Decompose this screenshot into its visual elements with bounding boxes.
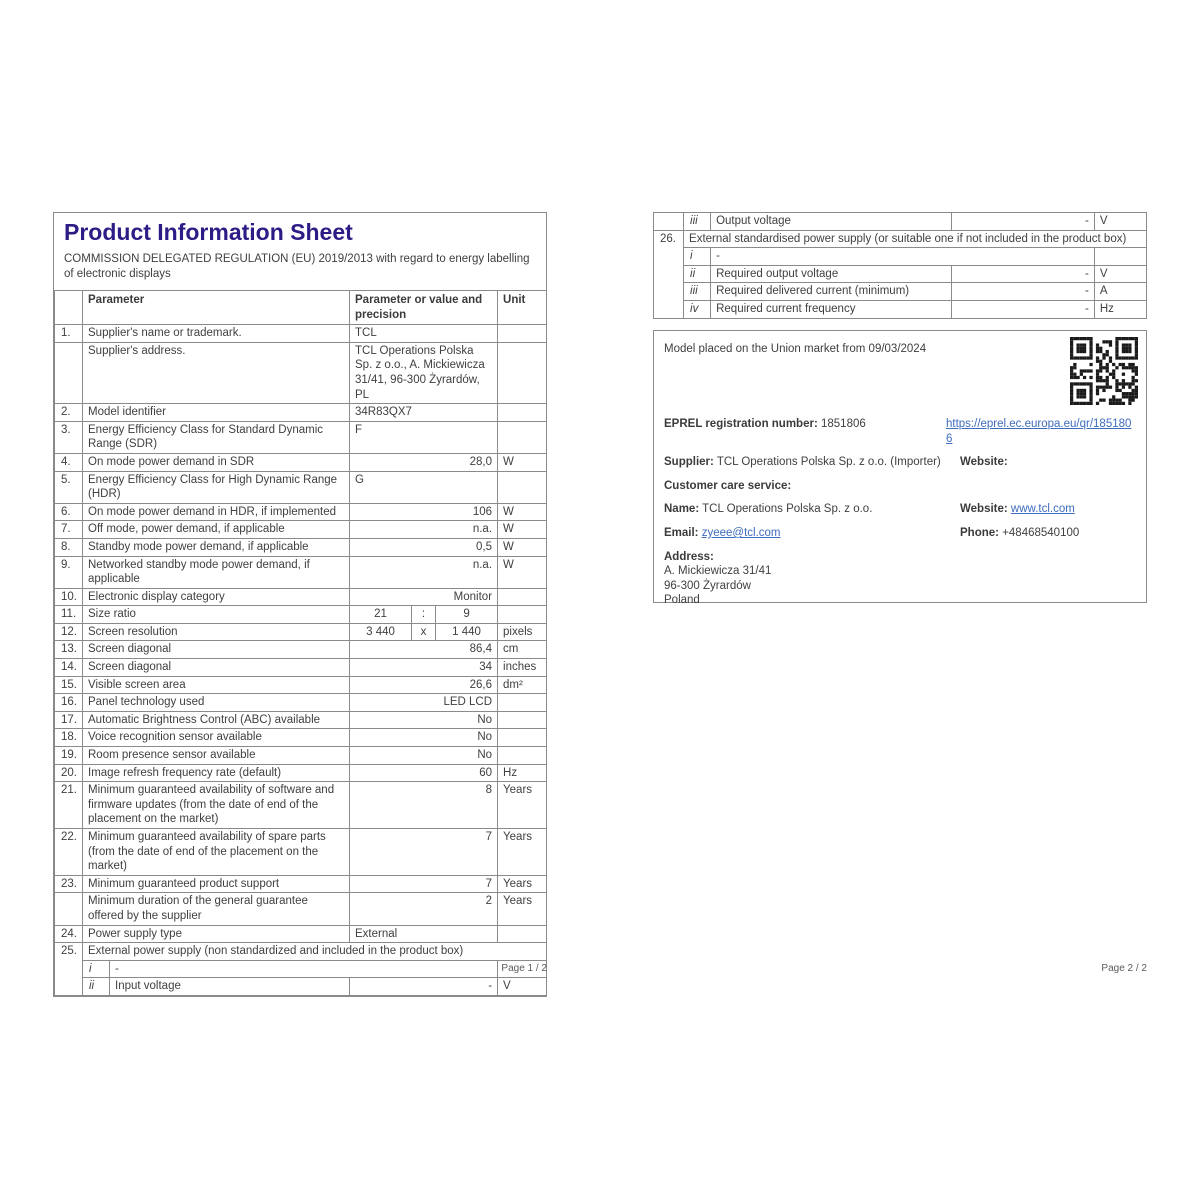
value-cell: LED LCD [350,694,498,712]
unit-cell [498,588,547,606]
roman-index-cell: ii [684,265,711,283]
address-block [664,550,1136,608]
value-cell: 9 [436,606,498,624]
row-number-cell: 26. [654,230,684,318]
parameter-label-cell: Energy Efficiency Class for Standard Dynamic Range (SDR) [83,421,350,453]
eprel-number-label: EPREL registration number: [664,418,818,430]
parameter-label-cell: Minimum guaranteed availability of software and firmware updates (from the date of end of the placement on the market) [83,782,350,829]
roman-index-cell: iii [684,213,711,231]
value-cell: No [350,729,498,747]
table-row [55,606,547,624]
address-line: 96-300 Żyrardów [664,579,751,592]
table-row [654,283,1147,301]
table-row [55,925,547,943]
value-cell: TCL Operations Polska Sp. z o.o., A. Mickiewicza 31/41, 96-300 Żyrardów, PL [350,342,498,403]
value-cell: n.a. [350,521,498,539]
value-cell: 106 [350,503,498,521]
unit-cell: Hz [498,764,547,782]
parameter-label-cell: Minimum guaranteed product support [83,875,350,893]
parameter-label-cell: Standby mode power demand, if applicable [83,538,350,556]
unit-cell [498,747,547,765]
parameter-table-page1 [54,290,547,996]
name-row [664,502,1136,517]
row-number-cell: 22. [55,829,83,876]
row-number-cell: 23. [55,875,83,893]
value-cell: 34R83QX7 [350,404,498,422]
value-cell: 28,0 [350,453,498,471]
unit-cell [498,471,547,503]
parameter-label-cell: Screen resolution [83,623,350,641]
eprel-info-box [653,330,1147,607]
unit-cell [498,711,547,729]
unit-cell: W [498,556,547,588]
row-number-cell: 12. [55,623,83,641]
row-number-cell: 14. [55,659,83,677]
phone-label: Phone: [960,526,999,539]
table-row [55,521,547,539]
regulation-subtitle: COMMISSION DELEGATED REGULATION (EU) 2019/2013 with regard to energy labelling of electronic displays [64,253,530,280]
unit-cell: W [498,503,547,521]
page2-footer: Page 2 / 2 [1101,963,1147,974]
unit-cell: Years [498,829,547,876]
unit-cell: V [1094,213,1146,231]
parameter-label-cell: Required current frequency [711,300,951,318]
value-cell: G [350,471,498,503]
qr-code-icon [1070,337,1138,405]
parameter-table-page2 [653,212,1147,319]
value-cell: 7 [350,829,498,876]
roman-index-cell: iii [684,283,711,301]
parameter-label-cell: On mode power demand in HDR, if implemented [83,503,350,521]
market-date-text: Model placed on the Union market from 09/03/2024 [664,343,927,355]
value-cell: 34 [350,659,498,677]
unit-cell [498,325,547,343]
email-row [664,526,1136,541]
supplier-value: TCL Operations Polska Sp. z o.o. (Importer) [716,456,941,469]
unit-cell: V [1094,265,1146,283]
parameter-label-cell: Supplier's name or trademark. [83,325,350,343]
unit-cell: W [498,521,547,539]
parameter-label-cell: Required delivered current (minimum) [711,283,951,301]
unit-cell: Hz [1094,300,1146,318]
value-cell: n.a. [350,556,498,588]
row-number-cell: 7. [55,521,83,539]
row-number-cell: 19. [55,747,83,765]
row-number-cell: 6. [55,503,83,521]
row-number-cell: 8. [55,538,83,556]
row-number-cell: 25. [55,943,83,996]
parameter-label-cell: Screen diagonal [83,641,350,659]
unit-cell: inches [498,659,547,677]
parameter-label-cell: Screen diagonal [83,659,350,677]
col-header-value: Parameter or value and precision [350,291,498,325]
unit-cell: Years [498,875,547,893]
parameter-label-cell: Model identifier [83,404,350,422]
website-link[interactable]: www.tcl.com [1010,503,1075,516]
col-header-number [55,291,83,325]
value-cell: 0,5 [350,538,498,556]
unit-cell: A [1094,283,1146,301]
value-separator-cell: x [412,623,436,641]
value-cell: F [350,421,498,453]
eprel-link[interactable]: https://eprel.ec.europa.eu/qr/1851806 [946,418,1132,445]
table-row [55,588,547,606]
info-top-row [664,338,1136,408]
table-row [55,471,547,503]
parameter-label-cell: Minimum guaranteed availability of spare parts (from the date of end of the placement on the market) [83,829,350,876]
parameter-label-cell: Automatic Brightness Control (ABC) available [83,711,350,729]
table-row [55,829,547,876]
value-separator-cell: : [412,606,436,624]
row-number-cell: 5. [55,471,83,503]
name-value: TCL Operations Polska Sp. z o.o. [702,503,873,516]
page-title: Product Information Sheet [64,219,353,245]
value-cell: No [350,747,498,765]
unit-cell [498,342,547,403]
row-number-cell: 18. [55,729,83,747]
table-row [654,248,1147,266]
parameter-label-cell: External standardised power supply (or suitable one if not included in the product box) [684,230,1147,248]
roman-index-cell: ii [83,978,110,996]
customer-care-heading: Customer care service: [664,479,792,492]
unit-cell [498,421,547,453]
name-label: Name: [664,503,700,516]
row-number-cell: 9. [55,556,83,588]
table-row [654,300,1147,318]
phone-value: +48468540100 [1002,526,1080,539]
email-label: Email: [664,526,699,539]
parameter-label-cell: Size ratio [83,606,350,624]
parameter-label-cell: - [711,248,1095,266]
parameter-label-cell: Required output voltage [711,265,951,283]
value-cell: 3 440 [350,623,412,641]
supplier-label: Supplier: [664,456,714,469]
row-number-cell: 15. [55,676,83,694]
row-number-cell [654,213,684,231]
table-row [55,641,547,659]
unit-cell: Years [498,782,547,829]
value-cell: 26,6 [350,676,498,694]
value-cell: - [951,213,1094,231]
row-number-cell: 20. [55,764,83,782]
value-cell: TCL [350,325,498,343]
parameter-label-cell: External power supply (non standardized and included in the product box) [83,943,547,961]
parameter-label-cell: On mode power demand in SDR [83,453,350,471]
eprel-row [664,417,1136,446]
table-row [55,538,547,556]
row-number-cell: 10. [55,588,83,606]
table-header-row [55,291,547,325]
roman-index-cell: i [684,248,711,266]
address-line: Poland [664,594,700,607]
unit-cell: V [498,978,547,996]
address-label: Address: [664,550,714,563]
table-row [55,943,547,961]
table-row [55,978,547,996]
page-2-table-wrap [653,212,1147,319]
table-row [55,503,547,521]
website1-label: Website: [960,456,1008,469]
parameter-label-cell: - [110,960,498,978]
table-row [55,729,547,747]
parameter-label-cell: Visible screen area [83,676,350,694]
unit-cell: W [498,538,547,556]
unit-cell: cm [498,641,547,659]
parameter-label-cell: Room presence sensor available [83,747,350,765]
row-number-cell [55,342,83,403]
supplier-row [664,455,1136,470]
table-row [55,421,547,453]
parameter-label-cell: Networked standby mode power demand, if applicable [83,556,350,588]
table-row [55,875,547,893]
page-1 [53,212,547,997]
parameter-label-cell: Voice recognition sensor available [83,729,350,747]
unit-cell: dm² [498,676,547,694]
table-row [55,556,547,588]
value-cell: 2 [350,893,498,925]
table-row [654,230,1147,248]
row-number-cell: 11. [55,606,83,624]
parameter-label-cell: Off mode, power demand, if applicable [83,521,350,539]
page1-footer: Page 1 / 2 [501,963,547,974]
value-cell: 86,4 [350,641,498,659]
row-number-cell: 4. [55,453,83,471]
value-cell: External [350,925,498,943]
unit-cell [498,729,547,747]
row-number-cell: 1. [55,325,83,343]
table-row [55,711,547,729]
address-line: A. Mickiewicza 31/41 [664,565,772,578]
row-number-cell: 21. [55,782,83,829]
table-row [654,213,1147,231]
parameter-label-cell: Supplier's address. [83,342,350,403]
table-row [55,404,547,422]
table-row [55,782,547,829]
unit-cell: Years [498,893,547,925]
parameter-label-cell: Energy Efficiency Class for High Dynamic Range (HDR) [83,471,350,503]
eprel-number-value: 1851806 [821,418,866,430]
row-number-cell: 16. [55,694,83,712]
value-cell: 7 [350,875,498,893]
unit-cell [1094,248,1146,266]
row-number-cell: 2. [55,404,83,422]
roman-index-cell: i [83,960,110,978]
unit-cell: W [498,453,547,471]
unit-cell [498,925,547,943]
parameter-label-cell: Electronic display category [83,588,350,606]
parameter-label-cell: Power supply type [83,925,350,943]
roman-index-cell: iv [684,300,711,318]
parameter-label-cell: Output voltage [711,213,951,231]
table-row [55,453,547,471]
table-row [55,676,547,694]
value-cell: - [350,978,498,996]
value-cell: 60 [350,764,498,782]
parameter-label-cell: Panel technology used [83,694,350,712]
table-row [55,325,547,343]
website2-label: Website: [960,503,1008,516]
value-cell: No [350,711,498,729]
value-cell: 1 440 [436,623,498,641]
value-cell: - [951,283,1094,301]
row-number-cell: 3. [55,421,83,453]
col-header-parameter: Parameter [83,291,350,325]
row-number-cell: 24. [55,925,83,943]
parameter-label-cell: Minimum duration of the general guarantee offered by the supplier [83,893,350,925]
value-cell: - [951,265,1094,283]
row-number-cell: 17. [55,711,83,729]
col-header-unit: Unit [498,291,547,325]
parameter-label-cell: Image refresh frequency rate (default) [83,764,350,782]
table-row [55,342,547,403]
unit-cell [498,694,547,712]
table-row [55,694,547,712]
table-row [654,265,1147,283]
value-cell: 21 [350,606,412,624]
value-cell: Monitor [350,588,498,606]
value-cell: 8 [350,782,498,829]
table-row [55,623,547,641]
table-row [55,764,547,782]
table-row [55,747,547,765]
parameter-label-cell: Input voltage [110,978,350,996]
row-number-cell: 13. [55,641,83,659]
table-row [55,893,547,925]
email-link[interactable]: zyeee@tcl.com [701,526,781,539]
unit-cell [498,606,547,624]
table-row [55,659,547,677]
title-block [54,213,546,290]
unit-cell: pixels [498,623,547,641]
unit-cell [498,404,547,422]
value-cell: - [951,300,1094,318]
row-number-cell [55,893,83,925]
